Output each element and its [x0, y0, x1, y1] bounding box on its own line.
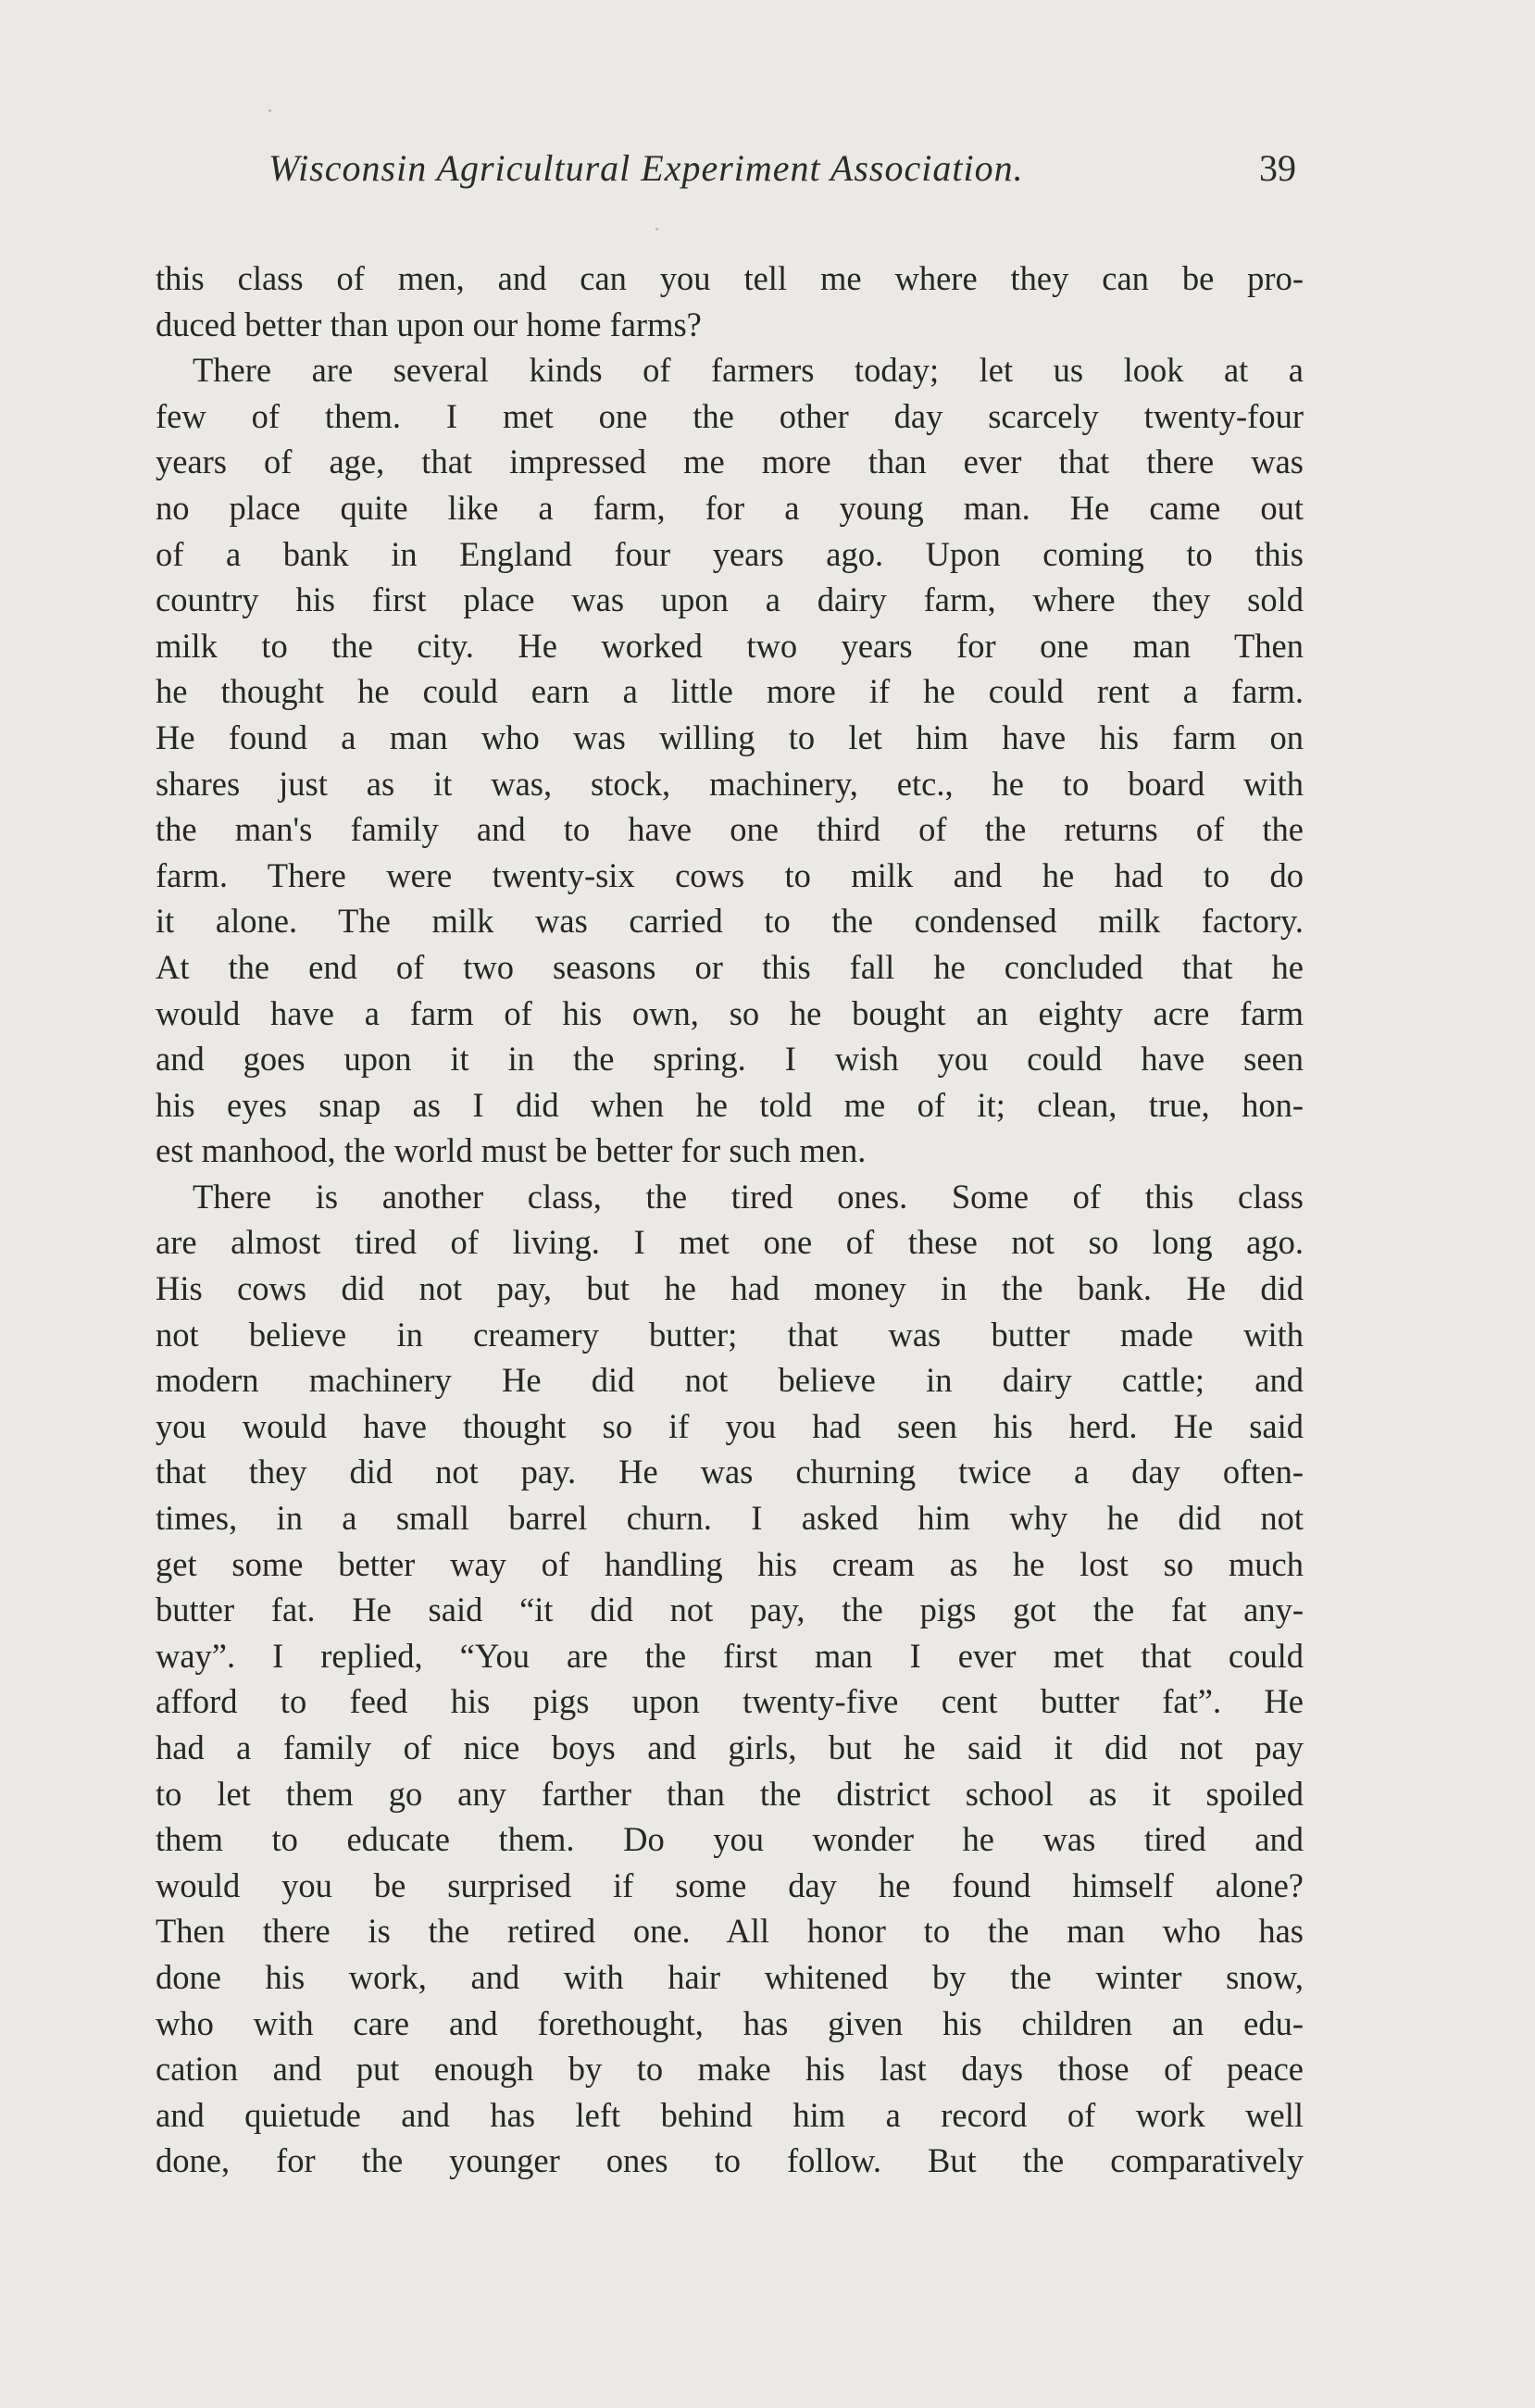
- running-header: [268, 146, 1296, 202]
- text-line: the man's family and to have one third of the returns of the: [156, 810, 1304, 849]
- text-line: At the end of two seasons or this fall he concluded that he: [156, 947, 1304, 986]
- text-line: it alone. The milk was carried to the condensed milk factory.: [156, 902, 1304, 941]
- text-line: are almost tired of living. I met one of these not so long ago.: [156, 1223, 1304, 1262]
- text-line: and goes upon it in the spring. I wish you could have seen: [156, 1040, 1304, 1079]
- text-line: get some better way of handling his cream as he lost so much: [156, 1544, 1304, 1583]
- text-line: and quietude and has left behind him a record of work well: [156, 2095, 1304, 2134]
- text-line: way”. I replied, “You are the first man I ever met that could: [156, 1636, 1304, 1675]
- text-line: cation and put enough by to make his last days those of peace: [156, 2050, 1304, 2089]
- text-line: Then there is the retired one. All honor to the man who has: [156, 1912, 1304, 1951]
- text-line: duced better than upon our home farms?: [156, 305, 702, 343]
- text-line: no place quite like a farm, for a young man. He came out: [156, 488, 1304, 527]
- text-line: butter fat. He said “it did not pay, the pigs got the fat any-: [156, 1591, 1304, 1629]
- text-line: milk to the city. He worked two years for one man Then: [156, 626, 1304, 665]
- running-title: Wisconsin Agricultural Experiment Association.: [268, 147, 1024, 189]
- text-line: There are several kinds of farmers today; let us look at a: [193, 351, 1304, 390]
- text-line: he thought he could earn a little more if he could rent a farm.: [156, 672, 1304, 711]
- body-text: [156, 256, 1304, 2184]
- text-line: country his first place was upon a dairy farm, where they sold: [156, 580, 1304, 619]
- text-line: not believe in creamery butter; that was butter made with: [156, 1315, 1304, 1354]
- text-line: few of them. I met one the other day scarcely twenty-four: [156, 396, 1304, 435]
- text-line: them to educate them. Do you wonder he was tired and: [156, 1820, 1304, 1859]
- text-line: years of age, that impressed me more than ever that there was: [156, 443, 1304, 481]
- text-line: done, for the younger ones to follow. But the comparatively: [156, 2141, 1304, 2180]
- text-line: His cows did not pay, but he had money in the bank. He did: [156, 1269, 1304, 1308]
- text-line: to let them go any farther than the district school as it spoiled: [156, 1774, 1304, 1813]
- text-line: his eyes snap as I did when he told me of it; clean, true, hon-: [156, 1085, 1304, 1124]
- text-line: afford to feed his pigs upon twenty-five cent butter fat”. He: [156, 1682, 1304, 1721]
- text-line: He found a man who was willing to let him have his farm on: [156, 717, 1304, 756]
- text-line: who with care and forethought, has given his children an edu-: [156, 2003, 1304, 2042]
- page-number: 39: [1259, 147, 1296, 189]
- text-line: had a family of nice boys and girls, but he said it did not pay: [156, 1728, 1304, 1766]
- text-line: you would have thought so if you had seen his herd. He said: [156, 1406, 1304, 1445]
- text-line: would have a farm of his own, so he bought an eighty acre farm: [156, 993, 1304, 1032]
- paper-speck: [268, 109, 271, 112]
- text-line: farm. There were twenty-six cows to milk and he had to do: [156, 855, 1304, 894]
- text-line: would you be surprised if some day he found himself alone?: [156, 1865, 1304, 1904]
- text-line: shares just as it was, stock, machinery, etc., he to board with: [156, 764, 1304, 803]
- text-line: that they did not pay. He was churning twice a day often-: [156, 1453, 1304, 1491]
- paper-speck: [655, 228, 658, 231]
- text-line: done his work, and with hair whitened by the winter snow,: [156, 1957, 1304, 1996]
- text-line: est manhood, the world must be better for such men.: [156, 1131, 867, 1170]
- text-line: times, in a small barrel churn. I asked him why he did not: [156, 1499, 1304, 1538]
- text-line: this class of men, and can you tell me where they can be pro-: [156, 259, 1304, 297]
- text-line: modern machinery He did not believe in dairy cattle; and: [156, 1361, 1304, 1400]
- text-line: There is another class, the tired ones. Some of this class: [193, 1177, 1304, 1216]
- text-line: of a bank in England four years ago. Upon coming to this: [156, 534, 1304, 573]
